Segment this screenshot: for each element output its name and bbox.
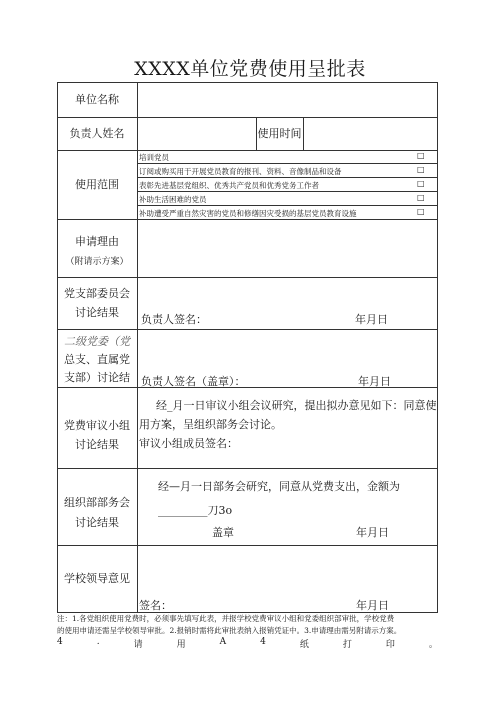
secondary-sign-label: 负责人签名（盖章）： — [141, 375, 246, 388]
scope-checkbox[interactable]: □ — [417, 151, 425, 160]
review-members-sign: 审议小组成员签名： — [139, 437, 238, 450]
school-label: 学校领导意见 — [64, 572, 130, 585]
org-text: 经—月一日部务会研究，同意从党费支出，金额为 — [158, 480, 400, 493]
person-in-charge-field[interactable] — [138, 118, 255, 150]
branch-label: 讨论结果 — [75, 306, 119, 319]
scope-item: 订阅或购买用于开展党员教育的报刊、资料、音像制品和设备 — [139, 167, 342, 176]
reason-note: （附请示方案） — [65, 257, 129, 267]
row-divider — [57, 545, 438, 546]
review-text: 用方案，呈组织部务会讨论。 — [139, 418, 282, 431]
usage-time-field[interactable] — [304, 118, 437, 150]
secondary-label: 支部）讨论结 — [64, 371, 130, 384]
school-date: 年月日 — [356, 599, 389, 612]
scope-divider — [137, 205, 438, 206]
review-label: 党费审议小组 — [64, 419, 130, 432]
row-divider — [57, 150, 438, 151]
footnote-line: 注：1.各党组织使用党费时，必须事先填写此表，并报学校党费审议小组和党委组织部审批，学校党费 — [57, 614, 395, 623]
secondary-label: 二级党委（党 — [64, 335, 130, 348]
scope-item: 表彰先进基层党组织、优秀共产党员和优秀党务工作者 — [139, 181, 319, 190]
scope-item: 补助生活困难的党员 — [139, 195, 207, 204]
footnote-char: A — [219, 637, 227, 647]
school-sign-label: 签名： — [139, 599, 172, 612]
reason-label: 申请理由 — [75, 235, 119, 248]
footnote-char: 用 — [176, 640, 186, 650]
footnote-char: 。 — [428, 640, 438, 650]
org-label: 组织部部务会 — [64, 496, 130, 509]
branch-sign-label: 负责人签名： — [141, 313, 207, 326]
scope-divider — [137, 163, 438, 164]
reason-field[interactable] — [138, 220, 437, 277]
row-divider — [57, 277, 438, 278]
secondary-label: 总支、直属党 — [64, 353, 130, 366]
row-divider — [57, 329, 438, 330]
org-seal: 盖章 — [212, 526, 234, 539]
scope-item: 补助遭受严重自然灾害的党员和修缮因灾受损的基层党员教育设施 — [139, 209, 357, 218]
footnote-char: 4 — [260, 637, 266, 647]
org-label: 讨论结果 — [75, 516, 119, 529]
branch-label: 党支部委员会 — [64, 287, 130, 300]
scope-checkbox[interactable]: □ — [417, 179, 425, 188]
branch-date: 年月日 — [355, 313, 388, 326]
review-label: 讨论结果 — [75, 438, 119, 451]
unit-name-field[interactable] — [138, 83, 437, 117]
row-divider — [57, 468, 438, 469]
scope-checkbox[interactable]: □ — [417, 193, 425, 202]
footnote-spread-line — [57, 637, 438, 650]
unit-name-label: 单位名称 — [75, 93, 119, 106]
usage-time-label: 使用时间 — [257, 127, 302, 140]
footnote-char: 4 — [57, 637, 63, 647]
form-title: XXXX单位党费使用呈批表 — [134, 58, 366, 80]
scope-checkbox[interactable]: □ — [417, 165, 425, 174]
footnotes — [57, 613, 457, 637]
secondary-date: 年月日 — [358, 375, 391, 388]
review-text: 经_月一日审议小组会议研究，提出拟办意见如下：同意使 — [156, 399, 437, 412]
footnote-char: 纸 — [299, 640, 309, 650]
scope-item: 培训党员 — [139, 153, 169, 162]
column-divider — [137, 82, 138, 613]
footnote-char: . — [96, 637, 100, 647]
org-date: 年月日 — [356, 526, 389, 539]
org-amount: _________刀3o — [158, 504, 233, 517]
footnote-line: 的使用申请还需呈学校领导审批。2.报销时需将此审批表纳入报销凭证中。3.申请理由需另附请示方案。 — [57, 626, 402, 635]
footnote-char: 印 — [385, 640, 395, 650]
person-in-charge-label: 负责人姓名 — [69, 127, 125, 140]
footnote-char: 请 — [133, 640, 143, 650]
scope-divider — [137, 191, 438, 192]
footnote-char: 打 — [342, 640, 352, 650]
scope-checkbox[interactable]: □ — [417, 207, 425, 216]
scope-divider — [137, 177, 438, 178]
usage-scope-label: 使用范围 — [75, 178, 119, 191]
